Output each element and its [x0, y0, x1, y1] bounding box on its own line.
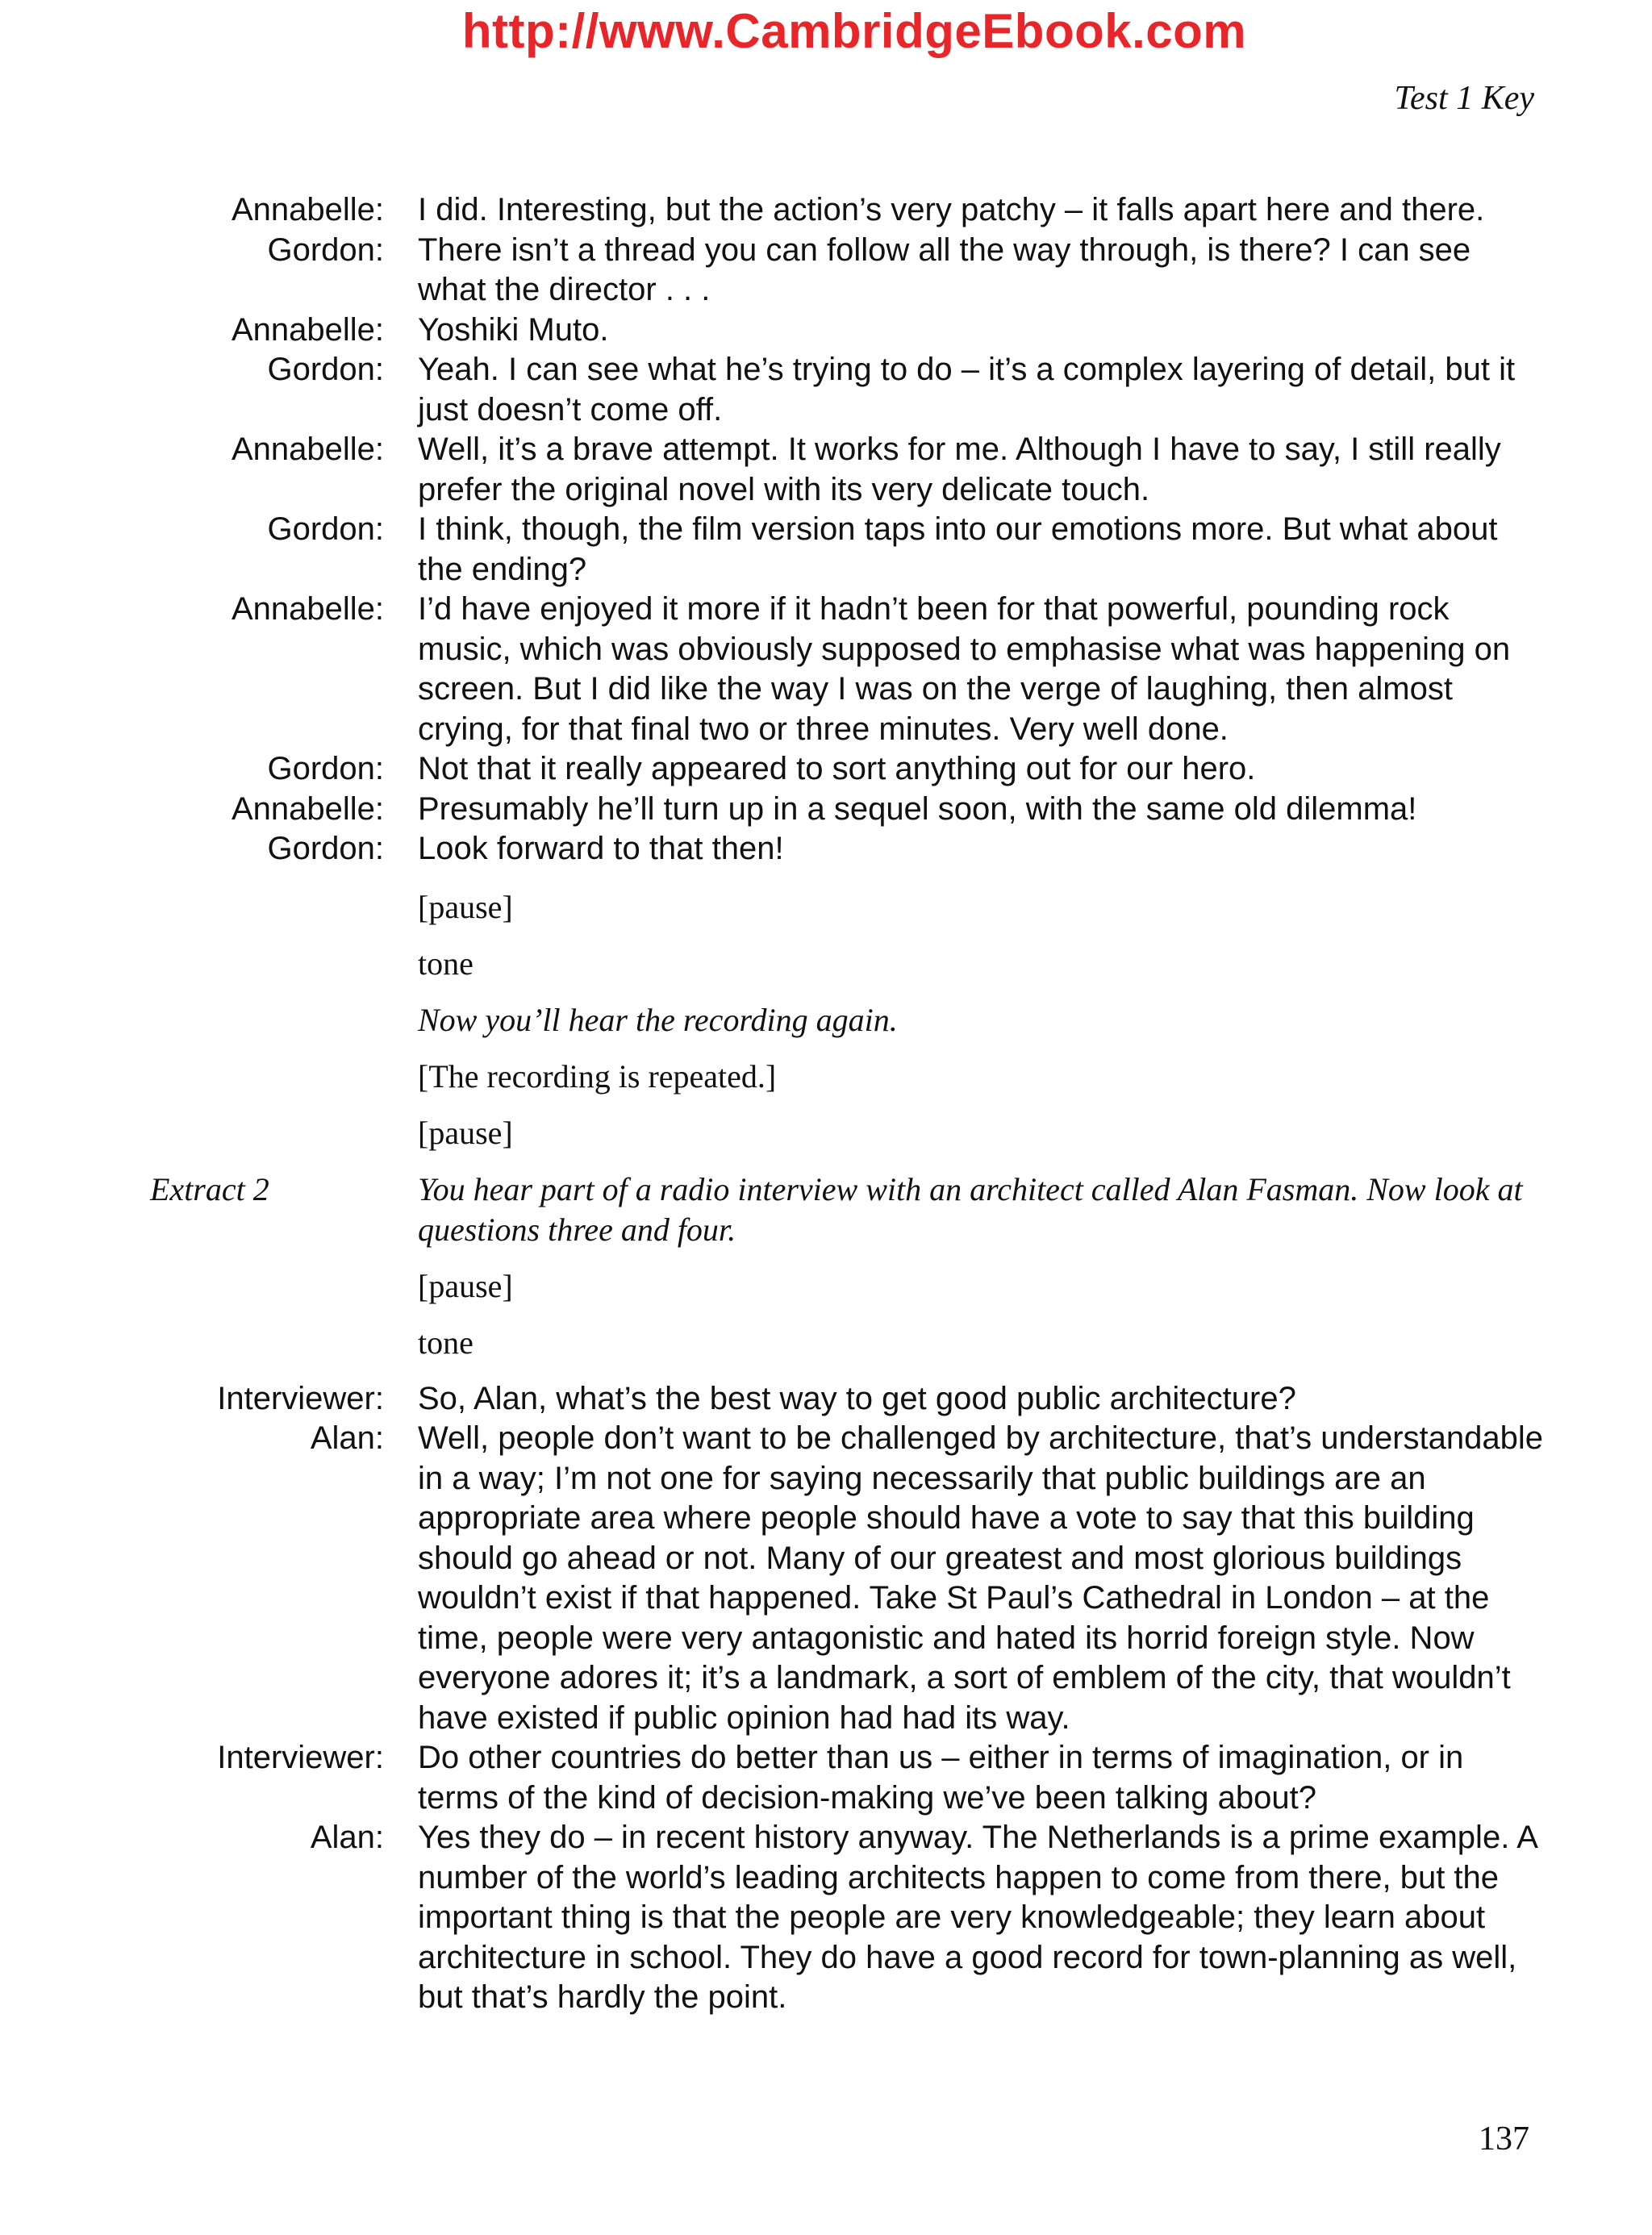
utterance: Yoshiki Muto.	[418, 311, 609, 348]
utterance: I’d have enjoyed it more if it hadn’t been for that powerful, pounding rock music, which was obviously supposed to emphasise what was happening on screen. But I did like the way I was on the verge of laughing, then almost crying, for that final two or three minutes. Very well done.	[418, 591, 1511, 747]
utterance: Look forward to that then!	[418, 831, 784, 866]
dialogue-turn	[0, 190, 1652, 231]
dialogue-turn	[0, 749, 1652, 790]
speaker-label: Annabelle:	[231, 790, 384, 827]
utterance: Presumably he’ll turn up in a sequel soon, with the same old dilemma!	[418, 790, 1417, 827]
speaker-label: Gordon:	[267, 511, 384, 547]
speaker-label: Annabelle:	[231, 591, 384, 627]
speaker-label: Gordon:	[267, 352, 384, 387]
utterance: Yes they do – in recent history anyway. The Netherlands is a prime example. A number of the world’s leading architects happen to come from there, but the important thing is that the people are very knowledgeable; they learn about architecture in school. They do have a good record for town-planning as well, but that’s hardly the point.	[418, 1820, 1537, 2015]
utterance: So, Alan, what’s the best way to get good public architecture?	[418, 1380, 1296, 1416]
stage-direction-pause: [pause]	[418, 1267, 513, 1304]
dialogue-turn	[0, 1738, 1652, 1818]
extract-heading	[0, 1170, 1652, 1250]
spacer	[0, 1363, 1652, 1379]
dialogue-turn	[0, 430, 1652, 510]
dialogue-turn	[0, 790, 1652, 830]
utterance: There isn’t a thread you can follow all the way through, is there? I can see what the director . . .	[418, 231, 1471, 307]
extract-intro: You hear part of a radio interview with an architect called Alan Fasman. Now look at questions three and four.	[418, 1170, 1523, 1248]
stage-direction-pause: [pause]	[418, 888, 513, 925]
dialogue-turn	[0, 311, 1652, 351]
speaker-label: Interviewer:	[217, 1380, 384, 1416]
speaker-label: Interviewer:	[217, 1740, 384, 1775]
utterance: Do other countries do better than us – either in terms of imagination, or in terms of the kind of decision-making we’ve been talking about?	[418, 1740, 1464, 1816]
page-number: 137	[1479, 2120, 1529, 2158]
dialogue-turn	[0, 1379, 1652, 1420]
speaker-label: Gordon:	[267, 751, 384, 786]
dialogue-turn	[0, 231, 1652, 311]
dialogue-turn	[0, 350, 1652, 430]
speaker-label: Alan:	[310, 1420, 384, 1456]
utterance: I think, though, the film version taps into our emotions more. But what about the ending?	[418, 511, 1498, 587]
utterance: I did. Interesting, but the action’s very patchy – it falls apart here and there.	[418, 192, 1485, 227]
dialogue-turn	[0, 1419, 1652, 1738]
speaker-label: Annabelle:	[231, 432, 384, 467]
dialogue-turn	[0, 829, 1652, 869]
running-head: Test 1 Key	[1394, 80, 1534, 117]
stage-direction-tone: tone	[418, 1324, 473, 1361]
dialogue-turn	[0, 1818, 1652, 2018]
extract-label: Extract 2	[150, 1170, 269, 1207]
speaker-label: Annabelle:	[231, 192, 384, 227]
utterance: Well, people don’t want to be challenged by architecture, that’s understandable in a way; I’m not one for saying necessarily that public buildings are an appropriate area where people should have a vote to say that this building should go ahead or not. Many of our greatest and most glorious buildings wouldn’t exist if that happened. Take St Paul’s Cathedral in London – at the time, people were very antagonistic and hated its horrid foreign style. Now everyone adores it; it’s a landmark, a sort of emblem of the city, that wouldn’t have existed if public opinion had had its way.	[418, 1420, 1543, 1736]
utterance: Not that it really appeared to sort anything out for our hero.	[418, 751, 1256, 786]
dialogue-turn	[0, 510, 1652, 590]
speaker-label: Alan:	[310, 1820, 384, 1855]
speaker-label: Annabelle:	[231, 311, 384, 348]
transcript	[0, 190, 1652, 2018]
stage-direction-tone: tone	[418, 944, 473, 982]
utterance: Well, it’s a brave attempt. It works for me. Although I have to say, I still really prefer the original novel with its very delicate touch.	[418, 432, 1501, 507]
dialogue-turn	[0, 590, 1652, 749]
stage-direction-pause: [pause]	[418, 1114, 513, 1151]
speaker-label: Gordon:	[267, 231, 384, 268]
stage-direction-repeated: [The recording is repeated.]	[418, 1057, 777, 1095]
speaker-label: Gordon:	[267, 831, 384, 866]
stage-direction-hear-again: Now you’ll hear the recording again.	[418, 1001, 898, 1038]
utterance: Yeah. I can see what he’s trying to do – it’s a complex layering of detail, but it just doesn’t come off.	[418, 352, 1516, 427]
source-url: http://www.CambridgeEbook.com	[461, 4, 1247, 58]
